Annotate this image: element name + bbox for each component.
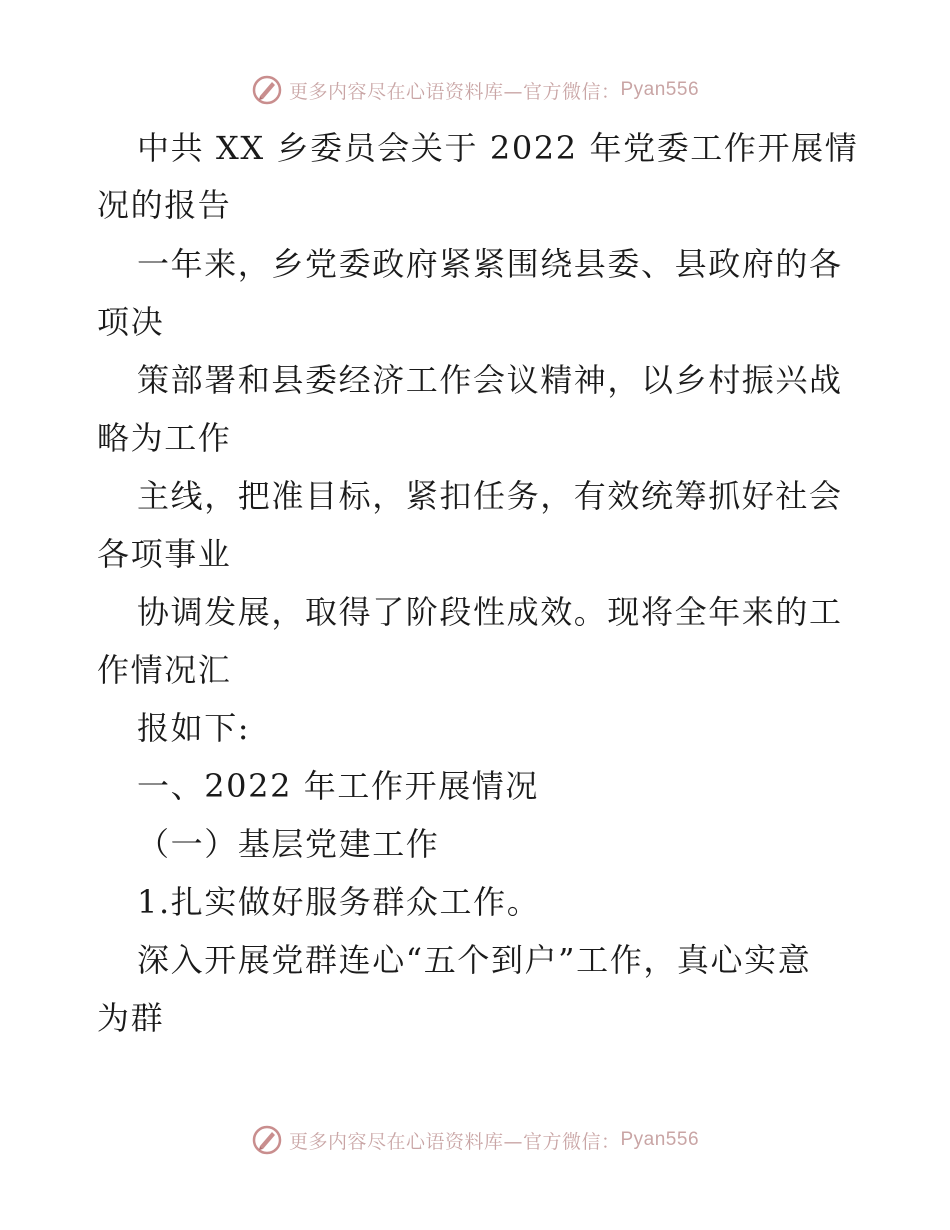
paragraph-line: 策部署和县委经济工作会议精神，以乡村振兴战 — [137, 361, 843, 399]
header-watermark — [0, 70, 950, 110]
paragraph-line: 深入开展党群连心“五个到户”工作，真心实意 — [137, 941, 812, 979]
paragraph-line: 报如下: — [137, 709, 251, 747]
paragraph-line: 主线，把准目标，紧扣任务，有效统筹抓好社会 — [137, 477, 843, 515]
paragraph-line: 为群 — [97, 999, 165, 1037]
paragraph-line: 各项事业 — [97, 535, 232, 573]
paragraph-line: 协调发展，取得了阶段性成效。现将全年来的工 — [137, 593, 843, 631]
subsection-heading: （一）基层党建工作 — [137, 825, 440, 863]
paragraph-line: 一年来，乡党委政府紧紧围绕县委、县政府的各 — [137, 245, 843, 283]
pen-seal-logo-icon — [251, 74, 283, 106]
item-heading: 1.扎实做好服务群众工作。 — [137, 883, 541, 921]
section-heading: 一、2022 年工作开展情况 — [137, 767, 540, 805]
doc-title-line-2: 况的报告 — [97, 186, 232, 224]
footer-watermark — [0, 1120, 950, 1160]
paragraph-line: 项决 — [97, 303, 165, 341]
paragraph-line: 略为工作 — [97, 419, 232, 457]
doc-title-line-1: 中共 XX 乡委员会关于 2022 年党委工作开展情 — [137, 129, 859, 167]
watermark-text: 更多内容尽在心语资料库—官方微信： — [288, 1130, 621, 1153]
watermark-wechat-id: Pyan556 — [620, 1129, 700, 1150]
paragraph-line: 作情况汇 — [97, 651, 232, 689]
watermark-wechat-id: Pyan556 — [620, 79, 700, 100]
pen-seal-logo-icon — [251, 1124, 283, 1156]
watermark-text: 更多内容尽在心语资料库—官方微信： — [288, 80, 621, 103]
